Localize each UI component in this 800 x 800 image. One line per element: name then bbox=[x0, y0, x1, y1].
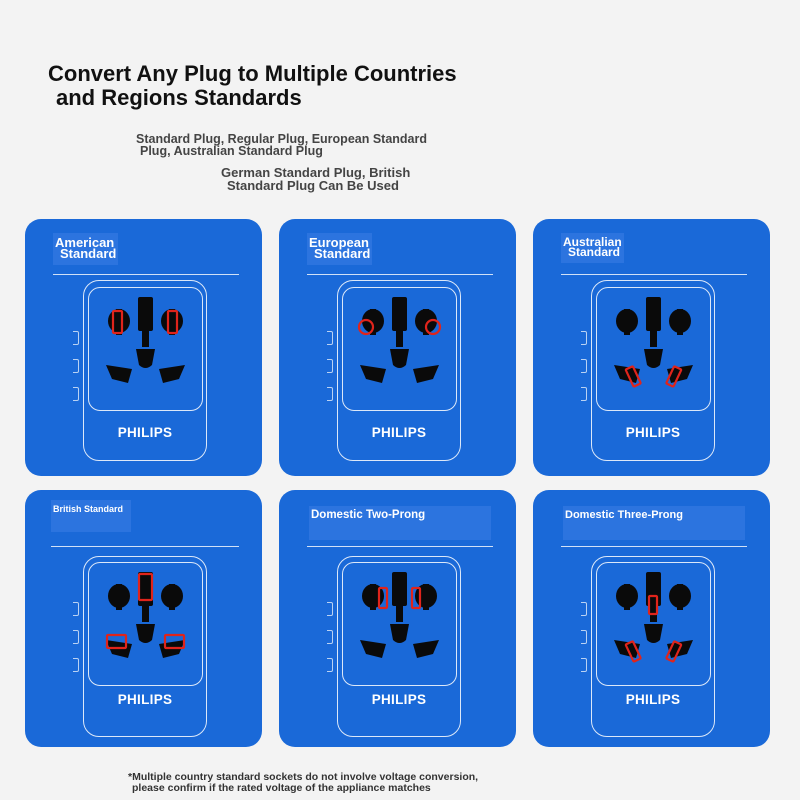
card-american-standard bbox=[25, 219, 262, 476]
brand-logo: PHILIPS bbox=[371, 425, 427, 440]
card-label-line-1: Domestic Two-Prong bbox=[311, 509, 426, 521]
side-ports bbox=[327, 602, 335, 682]
side-ports bbox=[327, 331, 335, 411]
card-label-line-2: Standard bbox=[60, 246, 117, 261]
socket-icon bbox=[88, 287, 203, 411]
card-british-standard bbox=[25, 490, 262, 747]
divider bbox=[307, 546, 493, 547]
card-label-line-1: British Standard bbox=[53, 504, 124, 514]
voltage-disclaimer-line-1: *Multiple country standard sockets do not involve voltage conversion, bbox=[128, 771, 479, 783]
divider bbox=[561, 274, 747, 275]
card-label-line-1: Australian bbox=[563, 235, 622, 249]
divider bbox=[561, 546, 747, 547]
card-label-line-2: Standard bbox=[568, 245, 621, 259]
divider bbox=[307, 274, 493, 275]
card-domestic-two-prong bbox=[279, 490, 516, 747]
card-label bbox=[51, 500, 131, 532]
side-ports bbox=[581, 331, 589, 411]
page-title bbox=[48, 62, 648, 110]
compatibility-note-2 bbox=[221, 166, 410, 192]
card-label bbox=[309, 506, 491, 540]
page-title-line-2: and Regions Standards bbox=[56, 85, 302, 110]
compatibility-note-1 bbox=[136, 133, 427, 157]
card-label bbox=[53, 233, 118, 265]
socket-icon bbox=[342, 287, 457, 411]
divider bbox=[51, 546, 239, 547]
brand-logo: PHILIPS bbox=[117, 692, 173, 707]
card-label-line-1: American bbox=[55, 235, 115, 250]
card-domestic-three-prong bbox=[533, 490, 770, 747]
compatibility-note-2-line-1: German Standard Plug, British bbox=[221, 165, 411, 180]
side-ports bbox=[581, 602, 589, 682]
card-label bbox=[563, 506, 745, 540]
socket-icon bbox=[342, 562, 457, 686]
card-label bbox=[561, 233, 624, 263]
page-title-line-1: Convert Any Plug to Multiple Countries bbox=[48, 61, 457, 86]
brand-logo: PHILIPS bbox=[117, 425, 173, 440]
card-european-standard bbox=[279, 219, 516, 476]
divider bbox=[53, 274, 239, 275]
voltage-disclaimer-line-2: please confirm if the rated voltage of the appliance matches bbox=[132, 782, 431, 794]
voltage-disclaimer bbox=[128, 772, 478, 794]
brand-logo: PHILIPS bbox=[371, 692, 427, 707]
side-ports bbox=[73, 331, 81, 411]
side-ports bbox=[73, 602, 81, 682]
compatibility-note-1-line-1: Standard Plug, Regular Plug, European Standard bbox=[136, 132, 428, 146]
socket-icon bbox=[596, 562, 711, 686]
socket-icon bbox=[88, 562, 203, 686]
brand-logo: PHILIPS bbox=[625, 425, 681, 440]
card-australian-standard bbox=[533, 219, 770, 476]
card-label bbox=[307, 233, 372, 265]
compatibility-note-2-line-2: Standard Plug Can Be Used bbox=[227, 178, 399, 193]
card-label-line-2: Standard bbox=[314, 246, 371, 261]
card-label-line-1: Domestic Three-Prong bbox=[565, 509, 683, 521]
compatibility-note-1-line-2: Plug, Australian Standard Plug bbox=[140, 144, 323, 158]
brand-logo: PHILIPS bbox=[625, 692, 681, 707]
card-label-line-1: European bbox=[309, 235, 369, 250]
socket-icon bbox=[596, 287, 711, 411]
